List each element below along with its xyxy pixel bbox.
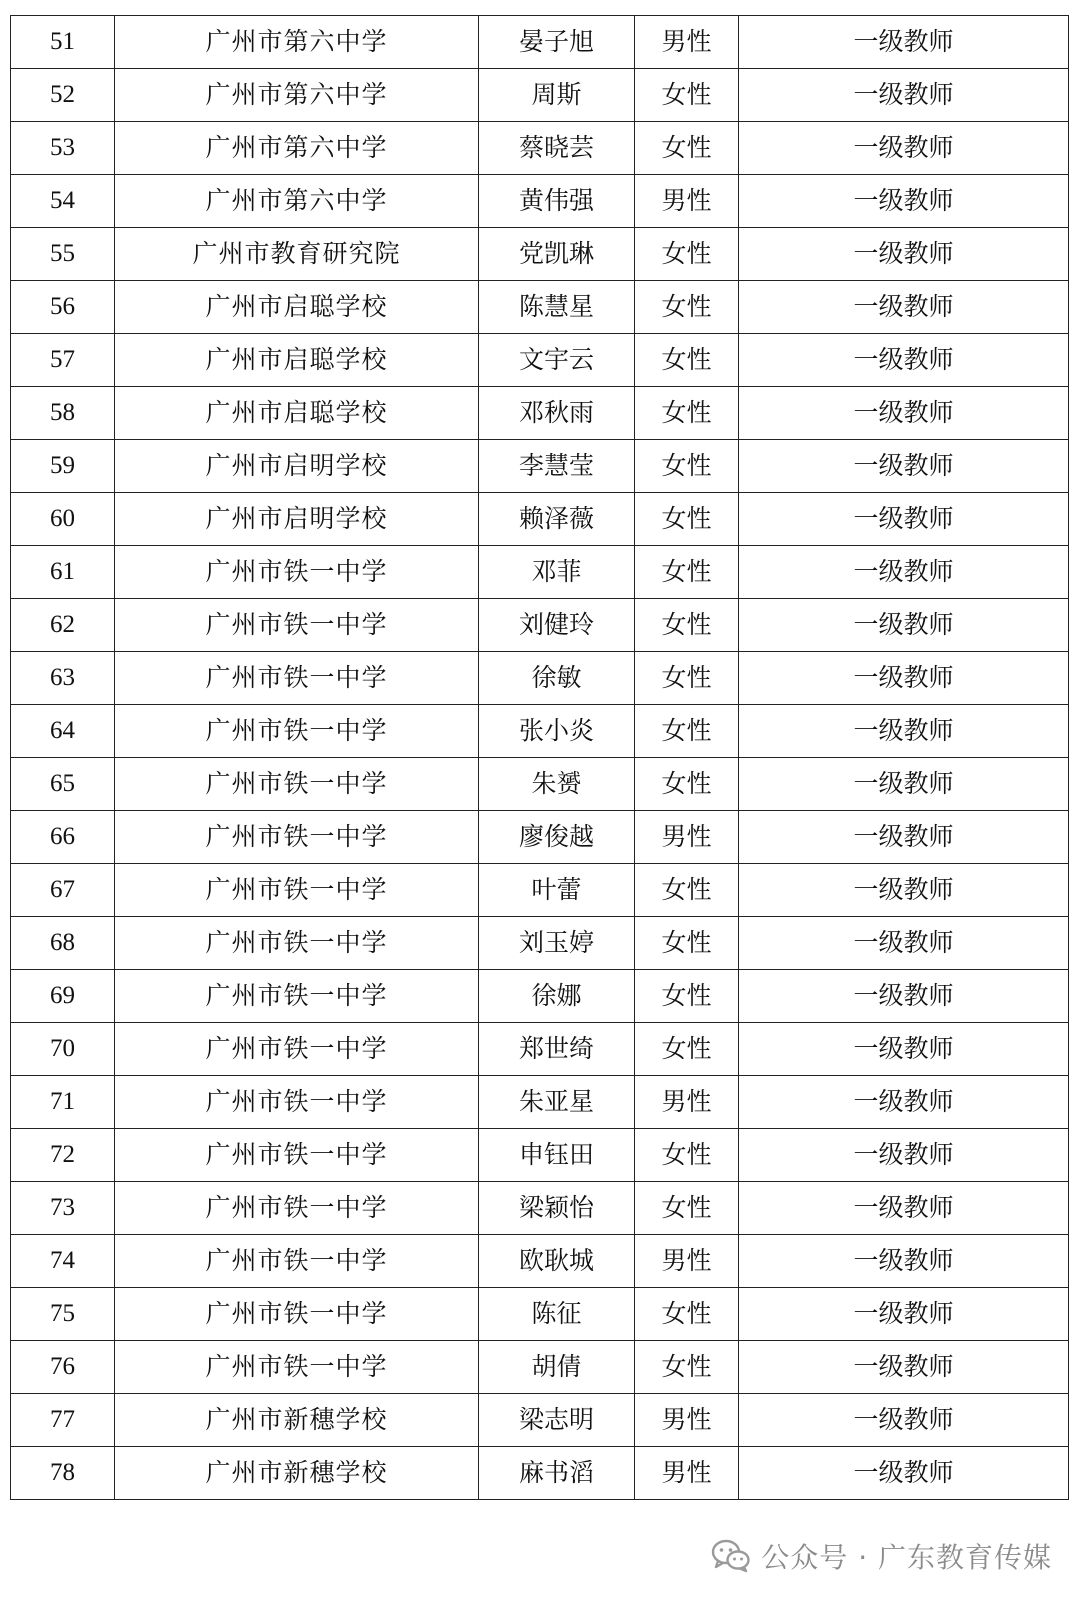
cell-gender: 女性 (635, 652, 739, 705)
cell-name: 朱亚星 (479, 1076, 635, 1129)
teacher-list-sheet (10, 15, 1068, 1500)
cell-name: 晏子旭 (479, 16, 635, 69)
cell-name: 周斯 (479, 69, 635, 122)
cell-gender: 女性 (635, 705, 739, 758)
cell-school: 广州市启明学校 (115, 493, 479, 546)
cell-title: 一级教师 (739, 546, 1069, 599)
cell-title: 一级教师 (739, 334, 1069, 387)
cell-school: 广州市第六中学 (115, 122, 479, 175)
cell-gender: 女性 (635, 334, 739, 387)
cell-gender: 男性 (635, 1076, 739, 1129)
cell-number: 78 (11, 1447, 115, 1500)
cell-school: 广州市铁一中学 (115, 1129, 479, 1182)
cell-gender: 女性 (635, 122, 739, 175)
cell-school: 广州市铁一中学 (115, 1235, 479, 1288)
cell-title: 一级教师 (739, 493, 1069, 546)
cell-name: 张小炎 (479, 705, 635, 758)
cell-gender: 男性 (635, 175, 739, 228)
cell-title: 一级教师 (739, 1076, 1069, 1129)
cell-number: 53 (11, 122, 115, 175)
cell-number: 54 (11, 175, 115, 228)
cell-number: 64 (11, 705, 115, 758)
watermark-text: 公众号 · 广东教育传媒 (761, 1541, 1052, 1574)
cell-gender: 女性 (635, 546, 739, 599)
cell-name: 邓菲 (479, 546, 635, 599)
table-row (11, 493, 1069, 546)
cell-number: 67 (11, 864, 115, 917)
cell-gender: 女性 (635, 440, 739, 493)
cell-gender: 女性 (635, 758, 739, 811)
cell-gender: 女性 (635, 917, 739, 970)
cell-gender: 男性 (635, 811, 739, 864)
cell-number: 72 (11, 1129, 115, 1182)
cell-school: 广州市教育研究院 (115, 228, 479, 281)
cell-name: 文宇云 (479, 334, 635, 387)
table-row (11, 440, 1069, 493)
cell-gender: 女性 (635, 1182, 739, 1235)
table-row (11, 228, 1069, 281)
cell-name: 欧耿城 (479, 1235, 635, 1288)
cell-title: 一级教师 (739, 864, 1069, 917)
cell-title: 一级教师 (739, 599, 1069, 652)
cell-name: 党凯琳 (479, 228, 635, 281)
cell-name: 郑世绮 (479, 1023, 635, 1076)
cell-number: 68 (11, 917, 115, 970)
cell-title: 一级教师 (739, 1341, 1069, 1394)
cell-school: 广州市第六中学 (115, 175, 479, 228)
cell-school: 广州市新穗学校 (115, 1394, 479, 1447)
cell-title: 一级教师 (739, 705, 1069, 758)
table-row (11, 652, 1069, 705)
cell-school: 广州市铁一中学 (115, 705, 479, 758)
cell-name: 陈慧星 (479, 281, 635, 334)
cell-title: 一级教师 (739, 175, 1069, 228)
cell-school: 广州市第六中学 (115, 16, 479, 69)
cell-gender: 女性 (635, 1288, 739, 1341)
cell-school: 广州市铁一中学 (115, 864, 479, 917)
cell-gender: 女性 (635, 599, 739, 652)
table-row (11, 69, 1069, 122)
cell-number: 65 (11, 758, 115, 811)
cell-school: 广州市铁一中学 (115, 1341, 479, 1394)
table-row (11, 122, 1069, 175)
table-row (11, 16, 1069, 69)
cell-number: 60 (11, 493, 115, 546)
table-row (11, 546, 1069, 599)
cell-number: 51 (11, 16, 115, 69)
cell-school: 广州市铁一中学 (115, 811, 479, 864)
cell-name: 申钰田 (479, 1129, 635, 1182)
cell-gender: 女性 (635, 69, 739, 122)
cell-name: 李慧莹 (479, 440, 635, 493)
cell-gender: 女性 (635, 864, 739, 917)
cell-gender: 女性 (635, 1023, 739, 1076)
table-row (11, 970, 1069, 1023)
cell-number: 75 (11, 1288, 115, 1341)
cell-school: 广州市启明学校 (115, 440, 479, 493)
cell-gender: 男性 (635, 1447, 739, 1500)
cell-title: 一级教师 (739, 1129, 1069, 1182)
cell-gender: 女性 (635, 228, 739, 281)
cell-number: 59 (11, 440, 115, 493)
table-row (11, 175, 1069, 228)
table-row (11, 917, 1069, 970)
cell-number: 63 (11, 652, 115, 705)
cell-number: 56 (11, 281, 115, 334)
cell-title: 一级教师 (739, 1288, 1069, 1341)
cell-number: 52 (11, 69, 115, 122)
cell-title: 一级教师 (739, 1235, 1069, 1288)
cell-title: 一级教师 (739, 122, 1069, 175)
cell-gender: 女性 (635, 1341, 739, 1394)
cell-name: 胡倩 (479, 1341, 635, 1394)
cell-school: 广州市铁一中学 (115, 652, 479, 705)
table-row (11, 1023, 1069, 1076)
cell-gender: 男性 (635, 1235, 739, 1288)
cell-number: 70 (11, 1023, 115, 1076)
cell-school: 广州市铁一中学 (115, 1076, 479, 1129)
cell-school: 广州市新穗学校 (115, 1447, 479, 1500)
cell-name: 黄伟强 (479, 175, 635, 228)
cell-title: 一级教师 (739, 387, 1069, 440)
cell-title: 一级教师 (739, 440, 1069, 493)
cell-school: 广州市铁一中学 (115, 758, 479, 811)
table-row (11, 758, 1069, 811)
wechat-icon (711, 1539, 751, 1573)
table-row (11, 281, 1069, 334)
table-row (11, 599, 1069, 652)
table-row (11, 811, 1069, 864)
cell-name: 陈征 (479, 1288, 635, 1341)
cell-school: 广州市铁一中学 (115, 1023, 479, 1076)
cell-school: 广州市启聪学校 (115, 334, 479, 387)
cell-number: 57 (11, 334, 115, 387)
table-row (11, 1288, 1069, 1341)
cell-title: 一级教师 (739, 16, 1069, 69)
cell-school: 广州市铁一中学 (115, 546, 479, 599)
cell-number: 73 (11, 1182, 115, 1235)
table-row (11, 1447, 1069, 1500)
cell-gender: 女性 (635, 387, 739, 440)
table-row (11, 864, 1069, 917)
table-row (11, 1076, 1069, 1129)
cell-title: 一级教师 (739, 758, 1069, 811)
cell-title: 一级教师 (739, 69, 1069, 122)
cell-title: 一级教师 (739, 917, 1069, 970)
cell-name: 徐娜 (479, 970, 635, 1023)
watermark (711, 1536, 1052, 1576)
cell-name: 刘健玲 (479, 599, 635, 652)
cell-gender: 男性 (635, 1394, 739, 1447)
cell-name: 刘玉婷 (479, 917, 635, 970)
cell-number: 61 (11, 546, 115, 599)
table-row (11, 705, 1069, 758)
cell-school: 广州市铁一中学 (115, 1288, 479, 1341)
table-row (11, 1394, 1069, 1447)
cell-title: 一级教师 (739, 811, 1069, 864)
cell-name: 赖泽薇 (479, 493, 635, 546)
cell-school: 广州市第六中学 (115, 69, 479, 122)
table-row (11, 334, 1069, 387)
table-row (11, 1235, 1069, 1288)
cell-school: 广州市铁一中学 (115, 599, 479, 652)
cell-title: 一级教师 (739, 1023, 1069, 1076)
cell-name: 麻书滔 (479, 1447, 635, 1500)
cell-title: 一级教师 (739, 1447, 1069, 1500)
cell-gender: 女性 (635, 970, 739, 1023)
cell-title: 一级教师 (739, 281, 1069, 334)
cell-school: 广州市铁一中学 (115, 970, 479, 1023)
table-row (11, 1341, 1069, 1394)
cell-number: 76 (11, 1341, 115, 1394)
cell-name: 蔡晓芸 (479, 122, 635, 175)
cell-number: 62 (11, 599, 115, 652)
cell-number: 69 (11, 970, 115, 1023)
cell-name: 梁颖怡 (479, 1182, 635, 1235)
cell-name: 叶蕾 (479, 864, 635, 917)
cell-title: 一级教师 (739, 1394, 1069, 1447)
cell-school: 广州市铁一中学 (115, 917, 479, 970)
table-row (11, 1182, 1069, 1235)
cell-name: 朱赟 (479, 758, 635, 811)
cell-title: 一级教师 (739, 1182, 1069, 1235)
cell-number: 77 (11, 1394, 115, 1447)
cell-gender: 女性 (635, 493, 739, 546)
cell-name: 梁志明 (479, 1394, 635, 1447)
table-body (11, 16, 1069, 1500)
cell-name: 廖俊越 (479, 811, 635, 864)
cell-name: 徐敏 (479, 652, 635, 705)
cell-title: 一级教师 (739, 652, 1069, 705)
cell-school: 广州市启聪学校 (115, 281, 479, 334)
cell-school: 广州市启聪学校 (115, 387, 479, 440)
table-row (11, 1129, 1069, 1182)
cell-number: 74 (11, 1235, 115, 1288)
cell-title: 一级教师 (739, 970, 1069, 1023)
table-row (11, 387, 1069, 440)
cell-title: 一级教师 (739, 228, 1069, 281)
cell-number: 58 (11, 387, 115, 440)
cell-number: 66 (11, 811, 115, 864)
cell-gender: 女性 (635, 1129, 739, 1182)
cell-gender: 女性 (635, 281, 739, 334)
cell-gender: 男性 (635, 16, 739, 69)
cell-number: 55 (11, 228, 115, 281)
cell-school: 广州市铁一中学 (115, 1182, 479, 1235)
cell-number: 71 (11, 1076, 115, 1129)
teacher-table (10, 15, 1069, 1500)
cell-name: 邓秋雨 (479, 387, 635, 440)
